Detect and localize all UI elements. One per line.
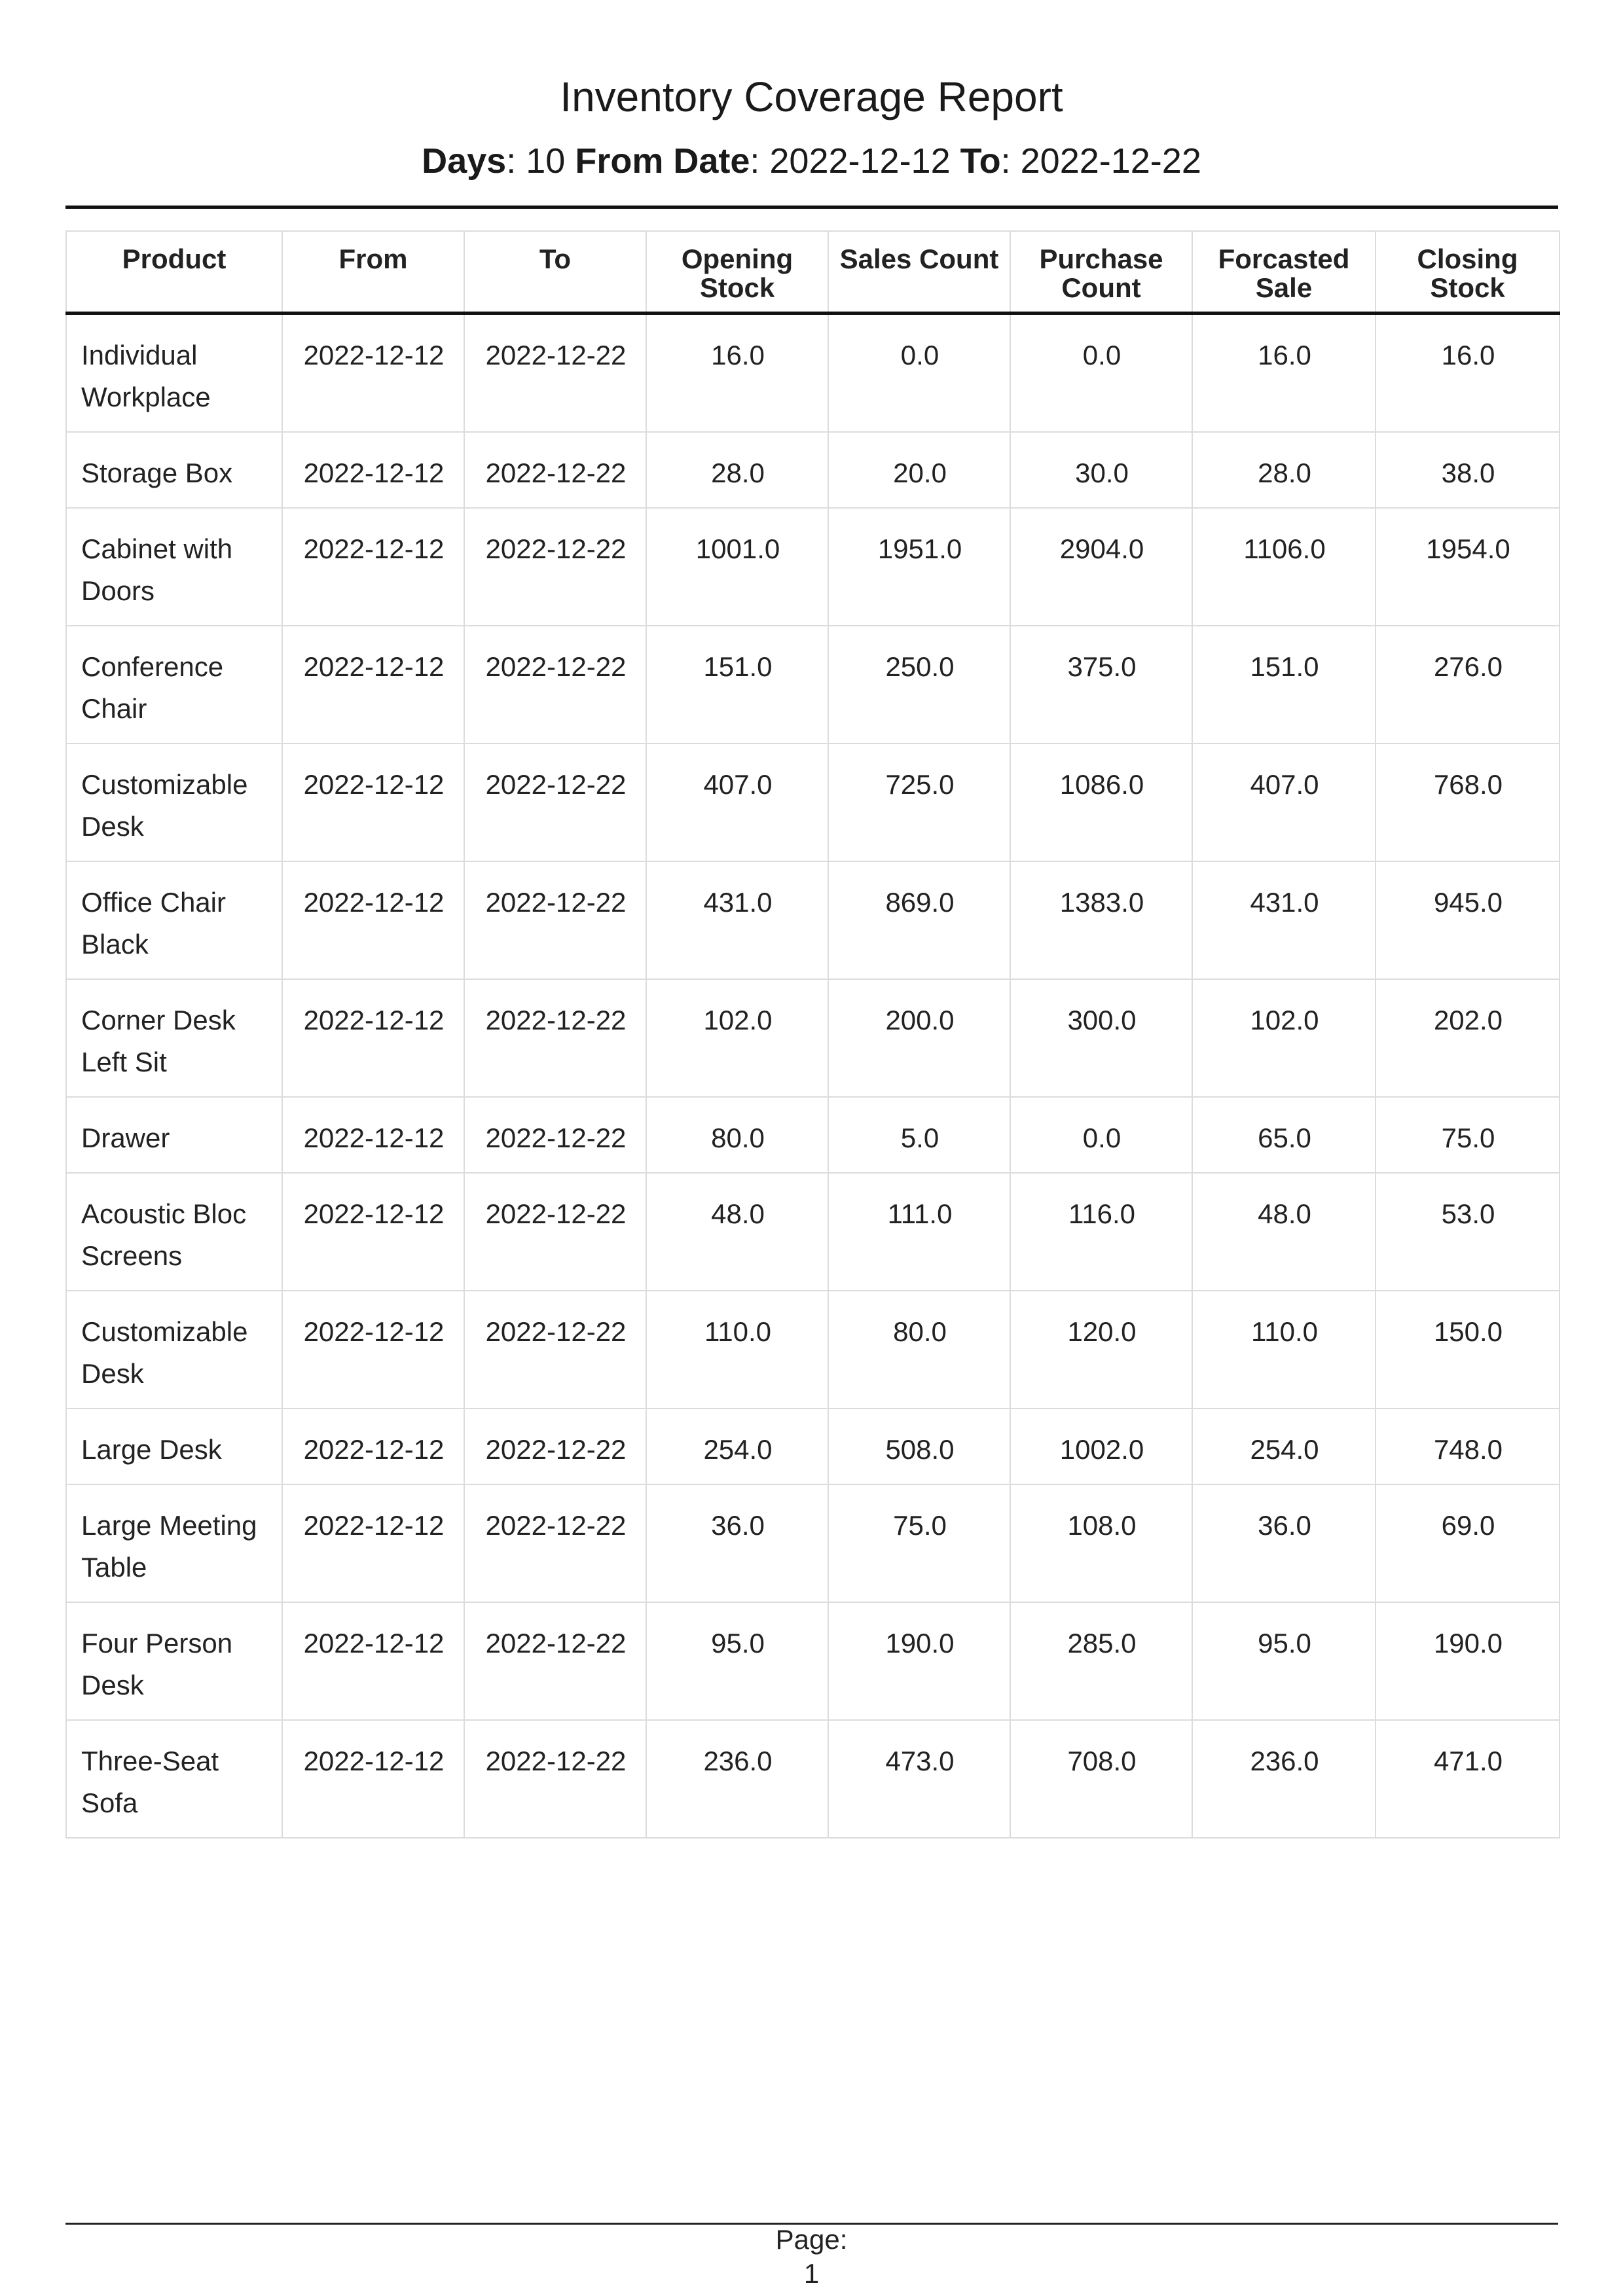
cell-sales-count: 725.0 (828, 744, 1010, 861)
cell-to: 2022-12-22 (464, 508, 646, 626)
cell-closing-stock: 202.0 (1376, 979, 1559, 1097)
table-row (66, 314, 1559, 433)
cell-purchase-count: 1002.0 (1010, 1408, 1192, 1484)
cell-sales-count: 0.0 (828, 314, 1010, 433)
cell-closing-stock: 1954.0 (1376, 508, 1559, 626)
cell-forcasted-sale: 1106.0 (1192, 508, 1376, 626)
column-header-from: From (282, 231, 464, 314)
cell-from: 2022-12-12 (282, 626, 464, 744)
cell-from: 2022-12-12 (282, 1720, 464, 1838)
cell-closing-stock: 276.0 (1376, 626, 1559, 744)
cell-sales-count: 5.0 (828, 1097, 1010, 1173)
cell-product: Three-Seat Sofa (66, 1720, 282, 1838)
cell-sales-count: 190.0 (828, 1602, 1010, 1720)
cell-to: 2022-12-22 (464, 1291, 646, 1408)
table-row (66, 744, 1559, 861)
cell-from: 2022-12-12 (282, 1408, 464, 1484)
cell-forcasted-sale: 48.0 (1192, 1173, 1376, 1291)
table-row (66, 432, 1559, 508)
column-header-product: Product (66, 231, 282, 314)
cell-to: 2022-12-22 (464, 744, 646, 861)
table-row (66, 1097, 1559, 1173)
cell-to: 2022-12-22 (464, 1097, 646, 1173)
cell-product: Storage Box (66, 432, 282, 508)
cell-forcasted-sale: 65.0 (1192, 1097, 1376, 1173)
page-label: Page: (775, 2224, 848, 2255)
cell-closing-stock: 150.0 (1376, 1291, 1559, 1408)
cell-product: Office Chair Black (66, 861, 282, 979)
header-divider (65, 206, 1558, 209)
cell-from: 2022-12-12 (282, 861, 464, 979)
table-body (66, 314, 1559, 1839)
cell-to: 2022-12-22 (464, 861, 646, 979)
cell-sales-count: 200.0 (828, 979, 1010, 1097)
cell-closing-stock: 768.0 (1376, 744, 1559, 861)
cell-forcasted-sale: 102.0 (1192, 979, 1376, 1097)
cell-product: Cabinet with Doors (66, 508, 282, 626)
table-row (66, 979, 1559, 1097)
column-header-opening-stock: Opening Stock (646, 231, 828, 314)
cell-purchase-count: 2904.0 (1010, 508, 1192, 626)
column-header-to: To (464, 231, 646, 314)
cell-product: Acoustic Bloc Screens (66, 1173, 282, 1291)
from-date-label: From Date (575, 141, 750, 181)
cell-closing-stock: 945.0 (1376, 861, 1559, 979)
table-row (66, 508, 1559, 626)
cell-opening-stock: 110.0 (646, 1291, 828, 1408)
cell-from: 2022-12-12 (282, 508, 464, 626)
report-period: Days: 10 From Date: 2022-12-12 To: 2022-12-22 (422, 141, 1201, 181)
cell-to: 2022-12-22 (464, 314, 646, 433)
cell-forcasted-sale: 254.0 (1192, 1408, 1376, 1484)
table-row (66, 626, 1559, 744)
cell-opening-stock: 36.0 (646, 1484, 828, 1602)
cell-from: 2022-12-12 (282, 1602, 464, 1720)
cell-forcasted-sale: 28.0 (1192, 432, 1376, 508)
table-row (66, 1291, 1559, 1408)
table-row (66, 861, 1559, 979)
cell-product: Four Person Desk (66, 1602, 282, 1720)
page-footer (0, 2223, 1623, 2291)
cell-forcasted-sale: 151.0 (1192, 626, 1376, 744)
cell-closing-stock: 471.0 (1376, 1720, 1559, 1838)
cell-product: Drawer (66, 1097, 282, 1173)
cell-opening-stock: 102.0 (646, 979, 828, 1097)
cell-to: 2022-12-22 (464, 1173, 646, 1291)
cell-purchase-count: 285.0 (1010, 1602, 1192, 1720)
cell-opening-stock: 28.0 (646, 432, 828, 508)
cell-product: Individual Workplace (66, 314, 282, 433)
from-date-value: 2022-12-12 (769, 141, 951, 181)
cell-opening-stock: 1001.0 (646, 508, 828, 626)
cell-to: 2022-12-22 (464, 1720, 646, 1838)
inventory-table (65, 230, 1560, 1839)
cell-sales-count: 250.0 (828, 626, 1010, 744)
cell-sales-count: 473.0 (828, 1720, 1010, 1838)
cell-sales-count: 111.0 (828, 1173, 1010, 1291)
cell-product: Customizable Desk (66, 1291, 282, 1408)
cell-from: 2022-12-12 (282, 979, 464, 1097)
cell-forcasted-sale: 431.0 (1192, 861, 1376, 979)
cell-to: 2022-12-22 (464, 1484, 646, 1602)
cell-opening-stock: 16.0 (646, 314, 828, 433)
cell-sales-count: 869.0 (828, 861, 1010, 979)
cell-opening-stock: 431.0 (646, 861, 828, 979)
table-row (66, 1484, 1559, 1602)
cell-closing-stock: 16.0 (1376, 314, 1559, 433)
cell-closing-stock: 75.0 (1376, 1097, 1559, 1173)
cell-product: Conference Chair (66, 626, 282, 744)
cell-opening-stock: 407.0 (646, 744, 828, 861)
page-number: 1 (803, 2258, 820, 2289)
column-header-purchase-count: Purchase Count (1010, 231, 1192, 314)
days-label: Days (422, 141, 507, 181)
table-row (66, 1720, 1559, 1838)
cell-sales-count: 508.0 (828, 1408, 1010, 1484)
cell-purchase-count: 120.0 (1010, 1291, 1192, 1408)
cell-purchase-count: 0.0 (1010, 314, 1192, 433)
column-header-forcasted-sale: Forcasted Sale (1192, 231, 1376, 314)
cell-closing-stock: 38.0 (1376, 432, 1559, 508)
table-row (66, 1173, 1559, 1291)
cell-from: 2022-12-12 (282, 432, 464, 508)
column-header-sales-count: Sales Count (828, 231, 1010, 314)
cell-product: Large Meeting Table (66, 1484, 282, 1602)
cell-product: Customizable Desk (66, 744, 282, 861)
days-value: 10 (526, 141, 566, 181)
to-date-value: 2022-12-22 (1020, 141, 1201, 181)
cell-to: 2022-12-22 (464, 626, 646, 744)
cell-opening-stock: 254.0 (646, 1408, 828, 1484)
cell-product: Large Desk (66, 1408, 282, 1484)
column-header-closing-stock: Closing Stock (1376, 231, 1559, 314)
cell-product: Corner Desk Left Sit (66, 979, 282, 1097)
cell-from: 2022-12-12 (282, 1484, 464, 1602)
cell-closing-stock: 69.0 (1376, 1484, 1559, 1602)
cell-purchase-count: 1086.0 (1010, 744, 1192, 861)
cell-sales-count: 80.0 (828, 1291, 1010, 1408)
report-title: Inventory Coverage Report (560, 73, 1063, 120)
table-header-row (66, 231, 1559, 314)
cell-closing-stock: 53.0 (1376, 1173, 1559, 1291)
table-row (66, 1408, 1559, 1484)
cell-to: 2022-12-22 (464, 979, 646, 1097)
cell-to: 2022-12-22 (464, 1408, 646, 1484)
cell-purchase-count: 708.0 (1010, 1720, 1192, 1838)
cell-purchase-count: 116.0 (1010, 1173, 1192, 1291)
cell-purchase-count: 1383.0 (1010, 861, 1192, 979)
to-date-label: To (960, 141, 1001, 181)
cell-opening-stock: 236.0 (646, 1720, 828, 1838)
cell-forcasted-sale: 16.0 (1192, 314, 1376, 433)
cell-from: 2022-12-12 (282, 1291, 464, 1408)
cell-forcasted-sale: 236.0 (1192, 1720, 1376, 1838)
cell-purchase-count: 300.0 (1010, 979, 1192, 1097)
cell-from: 2022-12-12 (282, 744, 464, 861)
cell-forcasted-sale: 110.0 (1192, 1291, 1376, 1408)
cell-sales-count: 20.0 (828, 432, 1010, 508)
cell-opening-stock: 151.0 (646, 626, 828, 744)
cell-forcasted-sale: 407.0 (1192, 744, 1376, 861)
cell-purchase-count: 30.0 (1010, 432, 1192, 508)
cell-closing-stock: 748.0 (1376, 1408, 1559, 1484)
cell-sales-count: 1951.0 (828, 508, 1010, 626)
cell-from: 2022-12-12 (282, 1097, 464, 1173)
cell-forcasted-sale: 36.0 (1192, 1484, 1376, 1602)
cell-opening-stock: 48.0 (646, 1173, 828, 1291)
cell-closing-stock: 190.0 (1376, 1602, 1559, 1720)
table-row (66, 1602, 1559, 1720)
cell-purchase-count: 375.0 (1010, 626, 1192, 744)
cell-opening-stock: 95.0 (646, 1602, 828, 1720)
cell-opening-stock: 80.0 (646, 1097, 828, 1173)
cell-purchase-count: 108.0 (1010, 1484, 1192, 1602)
cell-to: 2022-12-22 (464, 1602, 646, 1720)
cell-to: 2022-12-22 (464, 432, 646, 508)
cell-forcasted-sale: 95.0 (1192, 1602, 1376, 1720)
cell-from: 2022-12-12 (282, 1173, 464, 1291)
cell-sales-count: 75.0 (828, 1484, 1010, 1602)
cell-from: 2022-12-12 (282, 314, 464, 433)
cell-purchase-count: 0.0 (1010, 1097, 1192, 1173)
